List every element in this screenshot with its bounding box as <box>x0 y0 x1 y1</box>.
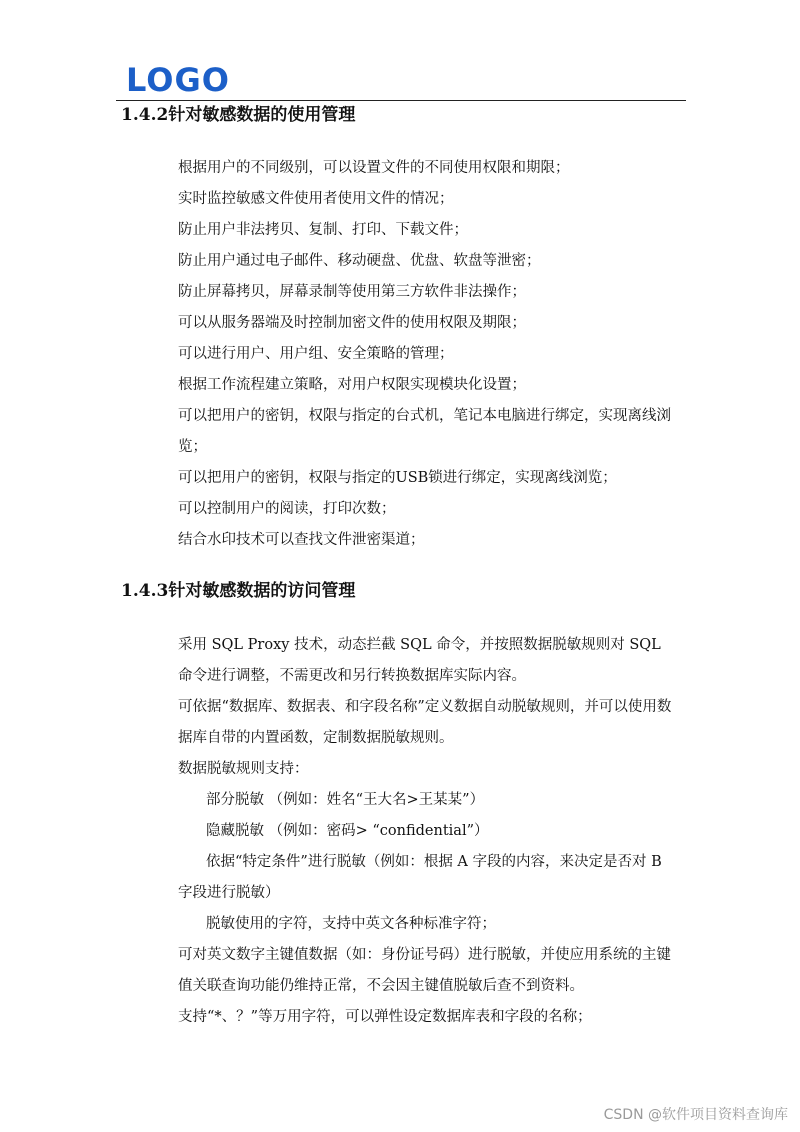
list-item: 可依据“数据库、数据表、和字段名称”定义数据自动脱敏规则，并可以使用数据库自带的内置函数，定制数据脱敏规则。 <box>178 699 672 746</box>
section-2-list <box>178 630 678 1033</box>
list-item: 可以从服务器端及时控制加密文件的使用权限及期限； <box>178 315 526 331</box>
logo: LOGO <box>126 61 230 99</box>
list-item: 防止用户通过电子邮件、移动硬盘、优盘、软盘等泄密； <box>178 253 541 269</box>
list-item: 防止用户非法拷贝、复制、打印、下载文件； <box>178 222 468 238</box>
list-item: 数据脱敏规则支持： <box>178 761 309 777</box>
list-item: 可以把用户的密钥，权限与指定的台式机，笔记本电脑进行绑定，实现离线浏览； <box>178 408 671 455</box>
list-item: 根据用户的不同级别，可以设置文件的不同使用权限和期限； <box>178 160 570 176</box>
section-heading-1-4-2: 1.4.2针对敏感数据的使用管理 <box>121 105 356 125</box>
list-item: 可以进行用户、用户组、安全策略的管理； <box>178 346 454 362</box>
list-item: 可对英文数字主键值数据（如：身份证号码）进行脱敏，并使应用系统的主键值关联查询功能仍维持正常，不会因主键值脱敏后查不到资料。 <box>178 947 671 994</box>
list-item: 支持“*、？”等万用字符，可以弹性设定数据库表和字段的名称； <box>178 1009 592 1025</box>
rule-item: 脱敏使用的字符，支持中英文各种标准字符； <box>206 916 496 932</box>
rule-item: 隐藏脱敏 （例如：密码> “confidential”） <box>206 823 489 839</box>
rule-item: 依据“特定条件”进行脱敏（例如：根据 A 字段的内容，来决定是否对 B 字段进行脱敏） <box>178 854 662 901</box>
list-item: 实时监控敏感文件使用者使用文件的情况； <box>178 191 454 207</box>
source-watermark: CSDN @软件项目资料查询库 <box>603 1107 788 1123</box>
list-item: 结合水印技术可以查找文件泄密渠道； <box>178 532 425 548</box>
section-1-list <box>178 153 678 556</box>
list-item: 根据工作流程建立策略，对用户权限实现模块化设置； <box>178 377 526 393</box>
list-item: 可以把用户的密钥，权限与指定的USB锁进行绑定，实现离线浏览； <box>178 470 617 486</box>
section-heading-1-4-3: 1.4.3针对敏感数据的访问管理 <box>121 581 356 601</box>
list-item: 防止屏幕拷贝，屏幕录制等使用第三方软件非法操作； <box>178 284 526 300</box>
list-item: 采用 SQL Proxy 技术，动态拦截 SQL 命令，并按照数据脱敏规则对 SQL 命令进行调整，不需更改和另行转换数据库实际内容。 <box>178 637 661 684</box>
list-item: 可以控制用户的阅读，打印次数； <box>178 501 396 517</box>
rule-item: 部分脱敏 （例如：姓名“王大名>王某某”） <box>206 792 485 808</box>
